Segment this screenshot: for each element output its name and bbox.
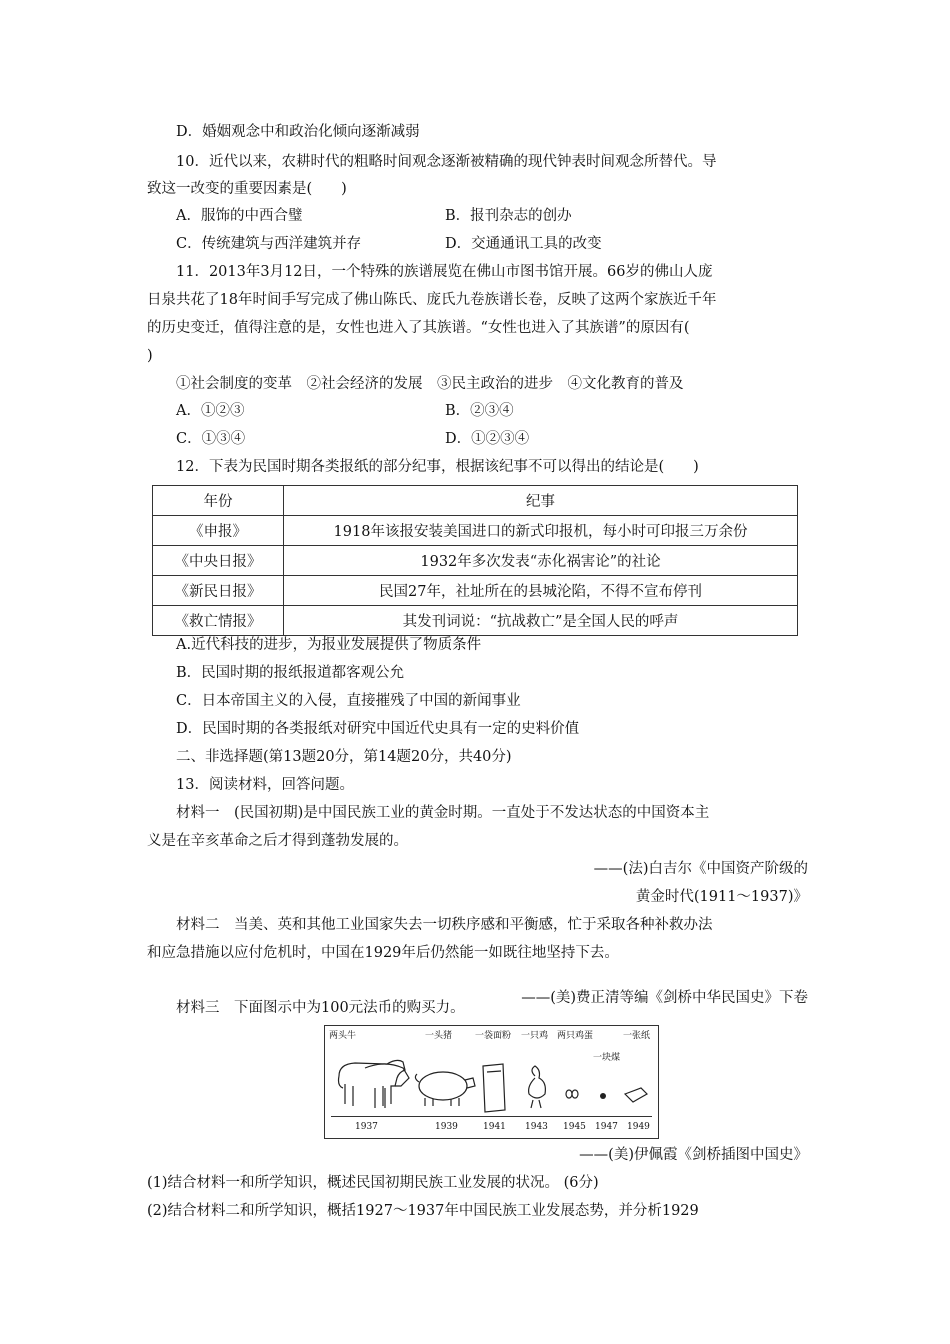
material3-source: ——(美)伊佩霞《剑桥插图中国史》 (579, 1147, 808, 1163)
material2-source: ——(美)费正清等编《剑桥中华民国史》下卷 (521, 990, 808, 1006)
table-cell: 《新民日报》 (153, 576, 284, 606)
option-10d: D．交通通讯工具的改变 (445, 236, 602, 252)
figure-label: 两只鸡蛋 (557, 1031, 594, 1041)
figure-label: 一头猪 (425, 1031, 453, 1041)
option-10b: B．报刊杂志的创办 (445, 208, 572, 224)
option-11c: C．①③④ (176, 431, 246, 447)
table-cell: 民国27年，社址所在的县城沦陷，不得不宣布停刊 (284, 576, 798, 606)
table-cell: 《中央日报》 (153, 546, 284, 576)
figure-label: 一袋面粉 (475, 1031, 512, 1041)
flour-sack-icon (483, 1064, 505, 1112)
eggs-icon (566, 1090, 578, 1098)
table-cell: 《救亡情报》 (153, 606, 284, 636)
table-header: 年份 (153, 486, 284, 516)
coal-icon (600, 1093, 606, 1099)
newspaper-table (152, 485, 798, 636)
line-q11b: 日泉共花了18年时间手写完成了佛山陈氏、庞氏九卷族谱长卷，反映了这两个家族近千年 (147, 292, 717, 308)
line-q10a: 10．近代以来，农耕时代的粗略时间观念逐渐被精确的现代钟表时间观念所替代。导 (176, 154, 717, 170)
line-q9d: D．婚姻观念中和政治化倾向逐渐减弱 (176, 124, 420, 140)
table-row (153, 606, 798, 636)
line-q11c: 的历史变迁，值得注意的是，女性也进入了其族谱。“女性也进入了其族谱”的原因有( (147, 320, 690, 336)
option-11b: B．②③④ (445, 403, 514, 419)
line-q13: 13．阅读材料，回答问题。 (176, 777, 354, 793)
option-12c: C．日本帝国主义的入侵，直接摧残了中国的新闻事业 (176, 693, 521, 709)
table-row (153, 576, 798, 606)
figure-year: 1941 (483, 1122, 506, 1132)
table-header: 纪事 (284, 486, 798, 516)
figure-label: 一块煤 (593, 1053, 621, 1063)
material1-source2: 黄金时代(1911～1937)》 (635, 889, 808, 905)
option-10a: A．服饰的中西合璧 (176, 208, 303, 224)
option-10c: C．传统建筑与西洋建筑并存 (176, 236, 362, 252)
line-q11d: ) (147, 348, 153, 364)
figure-year: 1945 (563, 1122, 586, 1132)
material3-line: 材料三 下面图示中为100元法币的购买力。 (176, 1000, 465, 1016)
table-cell: 1932年多次发表“赤化祸害论”的社论 (284, 546, 798, 576)
figure-baseline (331, 1116, 652, 1117)
figure-year: 1949 (627, 1122, 650, 1132)
line-q11a: 11．2013年3月12日，一个特殊的族谱展览在佛山市图书馆开展。66岁的佛山人庞 (176, 264, 713, 280)
material1-line2: 义是在辛亥革命之后才得到蓬勃发展的。 (147, 833, 408, 849)
line-q12: 12．下表为民国时期各类报纸的部分纪事，根据该纪事不可以得出的结论是( ) (176, 459, 699, 475)
question-part1: (1)结合材料一和所学知识，概述民国初期民族工业发展的状况。 (6分) (147, 1175, 599, 1191)
table-header-row (153, 486, 798, 516)
material2-line1: 材料二 当美、英和其他工业国家失去一切秩序感和平衡感，忙于采取各种补救办法 (176, 917, 713, 933)
table-row (153, 516, 798, 546)
figure-year: 1939 (435, 1122, 458, 1132)
option-12d: D．民国时期的各类报纸对研究中国近代史具有一定的史料价值 (176, 721, 580, 737)
line-q10b: 致这一改变的重要因素是( ) (147, 181, 347, 197)
table-row (153, 546, 798, 576)
chicken-icon (529, 1066, 546, 1108)
material1-source1: ——(法)白吉尔《中国资产阶级的 (593, 861, 808, 877)
section-heading: 二、非选择题(第13题20分，第14题20分，共40分) (176, 749, 512, 765)
material1-line1: 材料一 (民国初期)是中国民族工业的黄金时期。一直处于不发达状态的中国资本主 (176, 805, 710, 821)
option-12b: B．民国时期的报纸报道都客观公允 (176, 665, 405, 681)
paper-icon (625, 1088, 647, 1102)
question-part2: (2)结合材料二和所学知识，概括1927～1937年中国民族工业发展态势，并分析1929 (147, 1203, 699, 1219)
figure-year: 1943 (525, 1122, 548, 1132)
line-q11e: ①社会制度的变革 ②社会经济的发展 ③民主政治的进步 ④文化教育的普及 (176, 376, 684, 392)
purchasing-power-figure (324, 1025, 659, 1139)
table-cell: 1918年该报安装美国进口的新式印报机，每小时可印报三万余份 (284, 516, 798, 546)
cow-icon (339, 1060, 410, 1108)
figure-year: 1947 (595, 1122, 618, 1132)
material2-line2: 和应急措施以应付危机时，中国在1929年后仍然能一如既往地坚持下去。 (147, 945, 619, 961)
table-cell: 《申报》 (153, 516, 284, 546)
option-11a: A．①②③ (176, 403, 245, 419)
figure-year: 1937 (355, 1122, 378, 1132)
option-11d: D．①②③④ (445, 431, 530, 447)
figure-label: 一只鸡 (521, 1031, 549, 1041)
table-cell: 其发刊词说：“抗战救亡”是全国人民的呼声 (284, 606, 798, 636)
pig-icon (415, 1072, 475, 1106)
figure-label: 两头牛 (329, 1031, 357, 1041)
figure-label: 一张纸 (623, 1031, 651, 1041)
option-12a: A.近代科技的进步，为报业发展提供了物质条件 (176, 637, 482, 653)
figure-drawings (325, 1026, 658, 1116)
